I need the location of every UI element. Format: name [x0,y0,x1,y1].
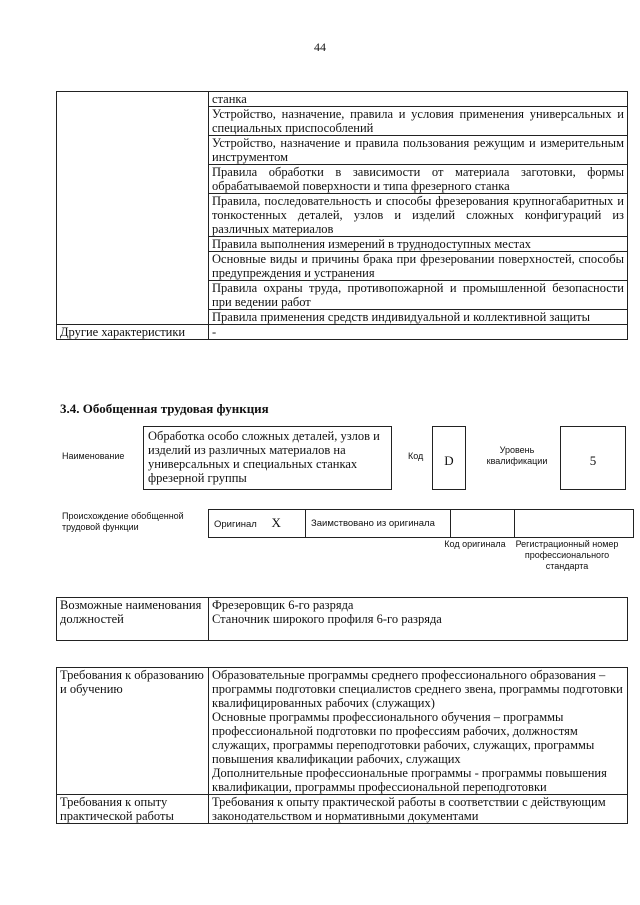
knowledge-table [56,91,628,340]
knowledge-item: Правила, последовательность и способы фрезерования крупногабаритных и тонкостенных деталей, узлов и изделий сложных конфигураций из различных материалов [209,194,628,237]
table-row [57,598,628,641]
code-box: D [432,426,466,490]
position-item: Станочник широкого профиля 6-го разряда [212,612,442,626]
education-value-cell [209,668,628,795]
section-title: 3.4. Обобщенная трудовая функция [60,401,269,416]
other-characteristics-value: - [209,325,628,340]
function-name-box: Обработка особо сложных деталей, узлов и изделий из различных материалов на универсальных и специальных станках фрезерной группы [143,426,392,490]
knowledge-item: Правила применения средств индивидуальной и коллективной защиты [209,310,628,325]
code-original-label: Код оригинала [444,539,506,549]
original-cell [209,510,306,538]
qualification-level-box: 5 [560,426,626,490]
requirements-table [56,667,628,824]
code-label: Код [408,451,424,461]
table-row [57,325,628,340]
knowledge-item: Устройство, назначение и правила пользования режущим и измерительным инструментом [209,136,628,165]
position-item: Фрезеровщик 6-го разряда [212,598,354,612]
origin-table [208,509,634,538]
education-item: Дополнительные профессиональные программы - программы повышения квалификации, программы профессиональной переподготовки [212,766,607,794]
experience-value: Требования к опыту практической работы в соответствии с действующим законодательством и нормативными документами [209,795,628,824]
other-characteristics-label: Другие характеристики [57,325,209,340]
positions-table [56,597,628,641]
knowledge-item: Основные виды и причины брака при фрезеровании поверхностей, способы предупреждения и устранения [209,252,628,281]
knowledge-label-cell [57,92,209,325]
origin-label: Происхождение обобщенной трудовой функции [62,511,184,532]
reg-number-cell [515,510,634,538]
experience-label: Требования к опыту практической работы [57,795,209,824]
table-row [57,92,628,107]
table-row [57,795,628,824]
name-label: Наименование [62,451,125,461]
education-item: Основные программы профессионального обучения – программы профессиональной подготовки по профессиям рабочих, должностям служащих, программы переподготовки рабочих, служащих, программы повышения квалификации рабочих, служащих [212,710,595,766]
qualification-level-label: Уровень квалификации [486,445,548,466]
original-mark: X [271,514,281,530]
knowledge-item: станка [209,92,628,107]
code-original-cell [451,510,515,538]
knowledge-item: Устройство, назначение, правила и условия применения универсальных и специальных приспособлений [209,107,628,136]
reg-number-label: Регистрационный номер профессионального стандарта [515,539,619,571]
positions-label: Возможные наименования должностей [57,598,209,641]
page-number: 44 [314,40,326,54]
positions-value-cell [209,598,628,641]
education-label: Требования к образованию и обучению [57,668,209,795]
knowledge-item: Правила охраны труда, противопожарной и промышленной безопасности при ведении работ [209,281,628,310]
table-row [209,510,634,538]
borrowed-cell: Заимствовано из оригинала [306,510,451,538]
table-row [57,668,628,795]
education-item: Образовательные программы среднего профессионального образования – программы подготовки специалистов среднего звена, программы подготовки квалифицированных рабочих (служащих) [212,668,623,710]
knowledge-item: Правила обработки в зависимости от материала заготовки, формы обрабатываемой поверхности и типа фрезерного станка [209,165,628,194]
knowledge-item: Правила выполнения измерений в труднодоступных местах [209,237,628,252]
original-label: Оригинал [214,518,257,530]
